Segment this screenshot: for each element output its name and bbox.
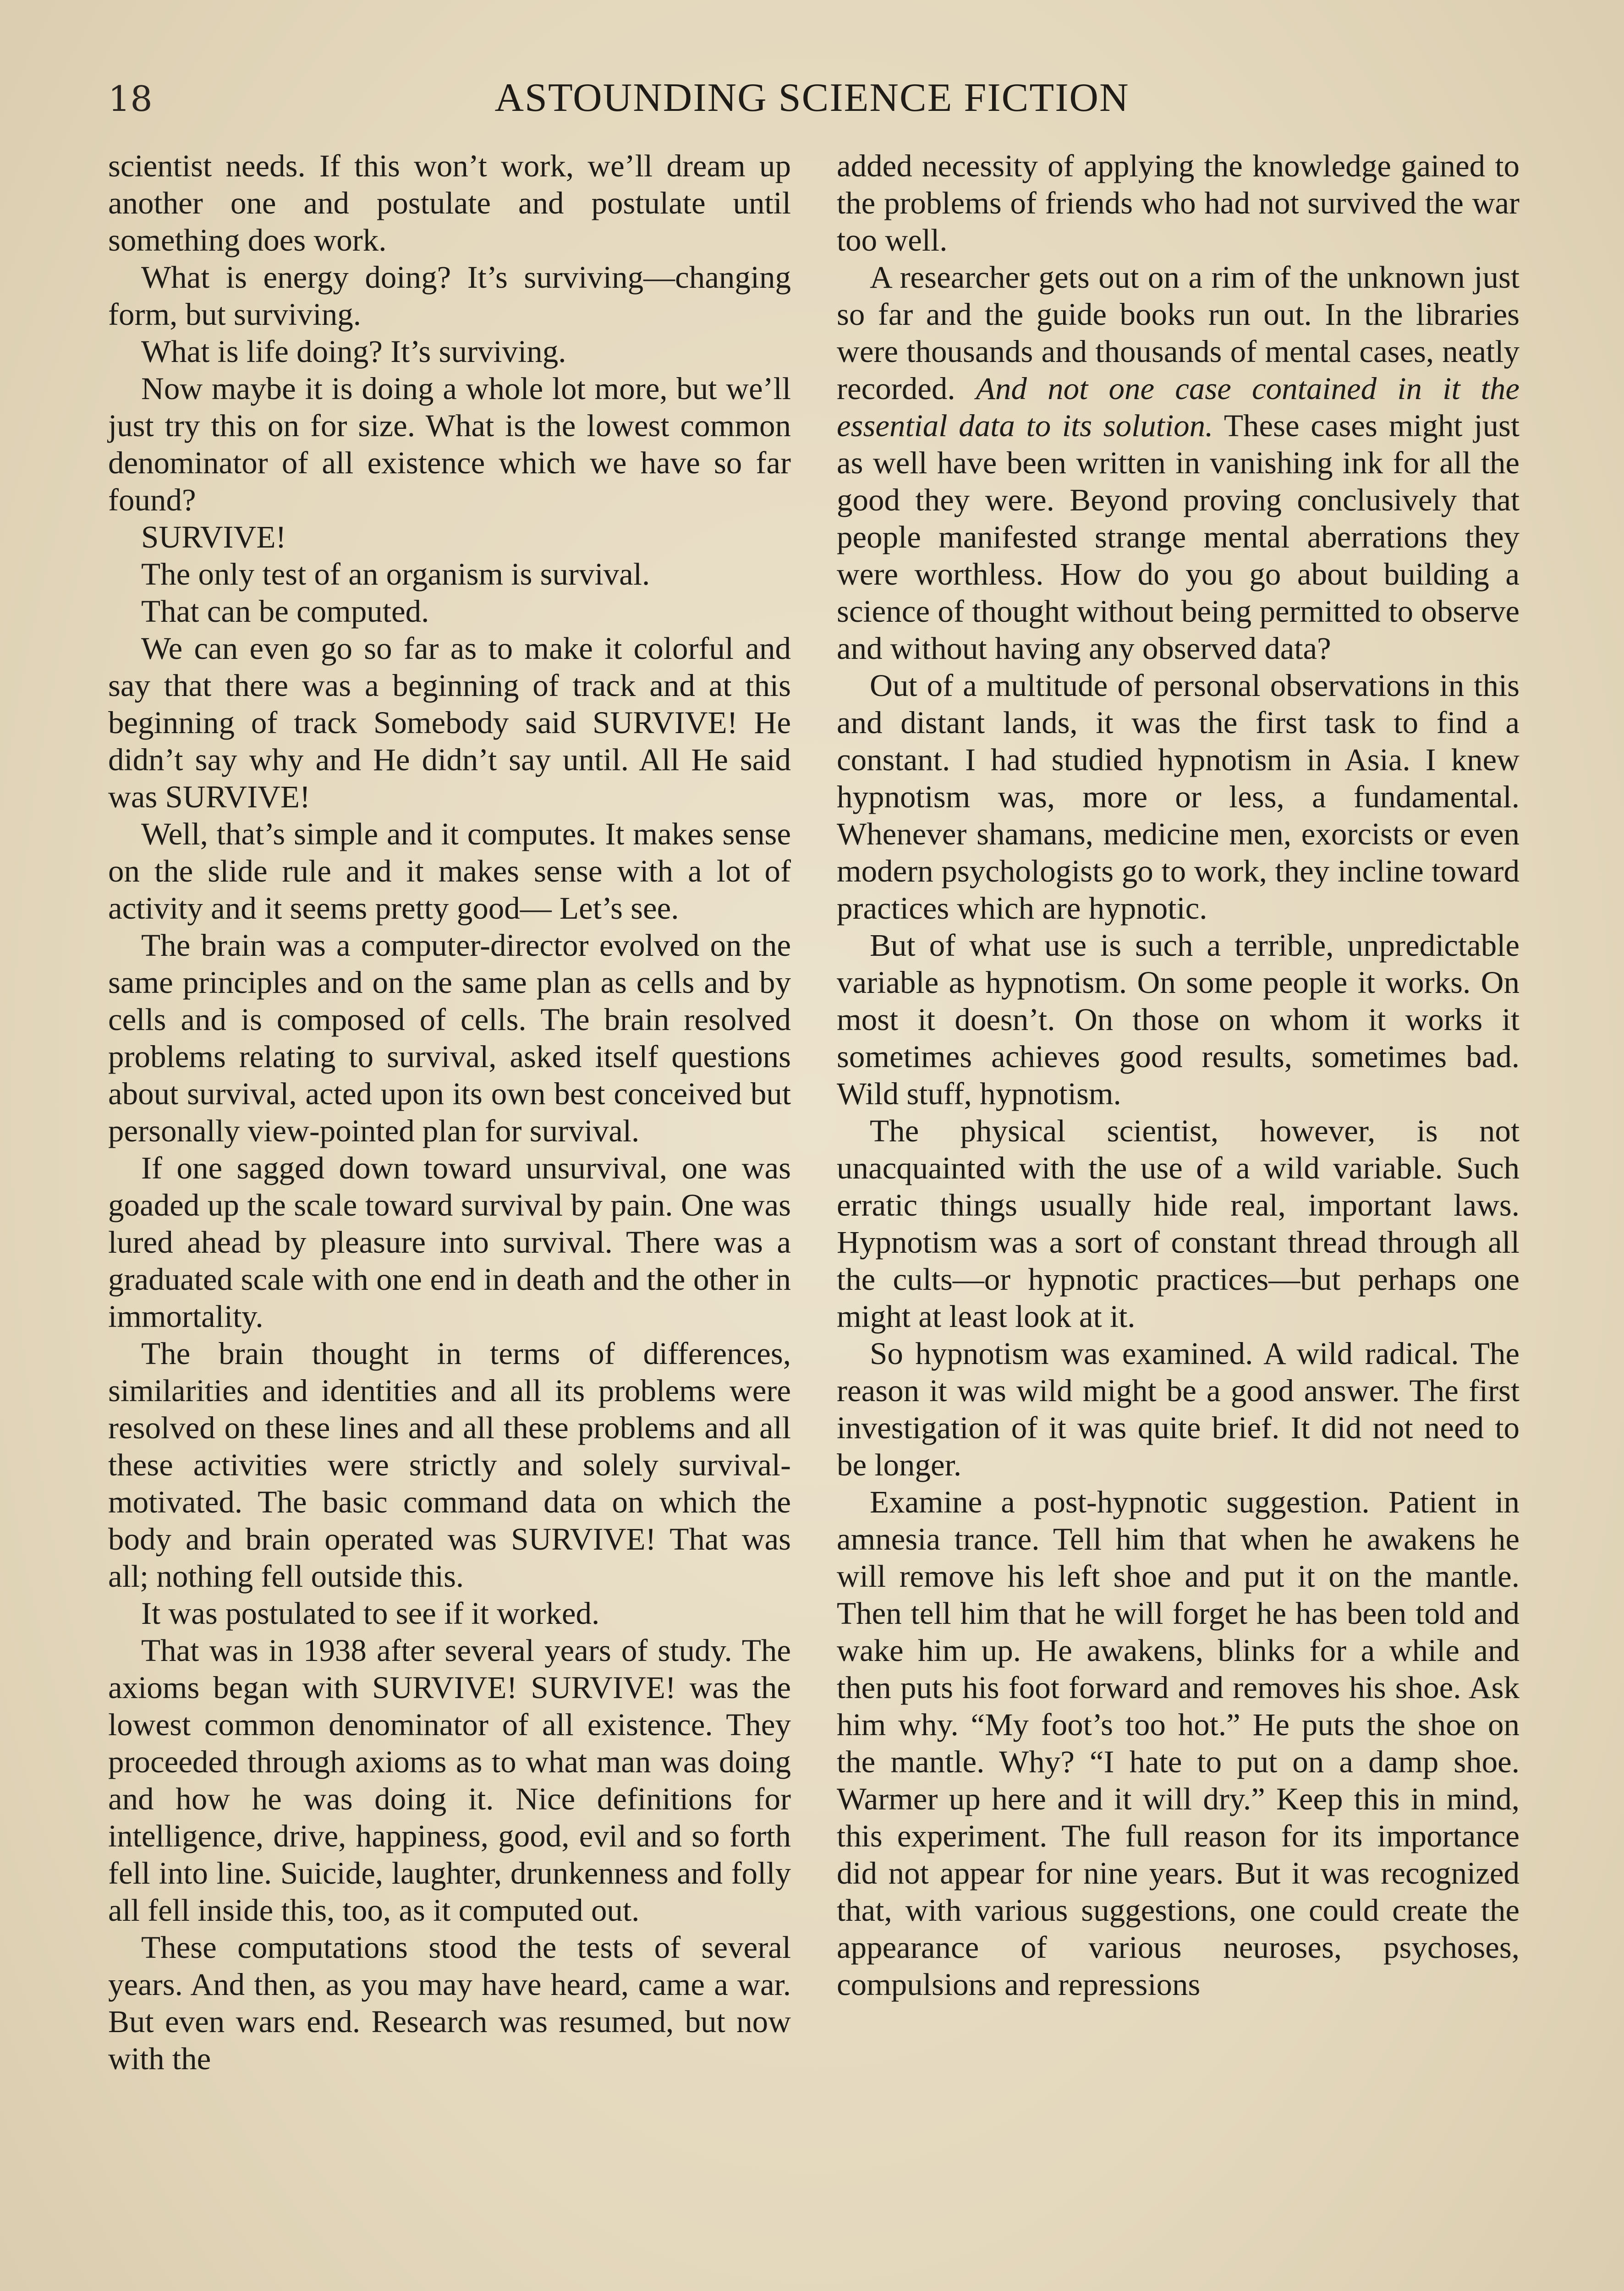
paragraph-text: We can even go so far as to make it colorful and say that there was a beginning of track and at this beginning of track Somebody said SURVIVE! He didn’t say why and He didn’t say until. All He said was SURVIVE! xyxy=(108,631,791,814)
paragraph-text: Out of a multitude of personal observations in this and distant lands, it was the first task to find a constant. I had studied hypnotism in Asia. I knew hypnotism was, more or less, a fundamental. Whenever shamans, medicine men, exorcists or even modern psychologists go to work, they incline toward practices which are hypnotic. xyxy=(837,668,1520,926)
paragraph xyxy=(837,148,1520,259)
paragraph xyxy=(108,333,791,370)
paragraph-text: These cases might just as well have been written in vanishing ink for all the good they were. Beyond proving conclusively that people manifested strange mental aberrations they were worthless. How do you go about building a science of thought without being permitted to observe and without having any observed data? xyxy=(837,408,1520,666)
paragraph-text: It was postulated to see if it worked. xyxy=(141,1596,600,1631)
paragraph xyxy=(108,370,791,519)
paragraph-text: added necessity of applying the knowledge gained to the problems of friends who had not survived the war too well. xyxy=(837,148,1520,258)
paragraph-text: What is energy doing? It’s surviving—changing form, but surviving. xyxy=(108,260,791,332)
running-head: ASTOUNDING SCIENCE FICTION xyxy=(494,76,1130,120)
paragraph-text: These computations stood the tests of several years. And then, as you may have heard, came a war. But even wars end. Research was resumed, but now with the xyxy=(108,1930,791,2076)
paragraph xyxy=(108,1595,791,1632)
paragraph xyxy=(837,259,1520,667)
right-column xyxy=(837,148,1520,2003)
paragraph xyxy=(108,816,791,927)
paragraph xyxy=(108,1929,791,2077)
paragraph xyxy=(108,593,791,630)
paragraph-text: The brain was a computer-director evolved on the same principles and on the same plan as cells and by cells and is composed of cells. The brain resolved problems relating to survival, asked itself questions about survival, acted upon its own best conceived but personally view-pointed plan for survival. xyxy=(108,928,791,1148)
paragraph-text: So hypnotism was examined. A wild radical. The reason it was wild might be a good answer. The first investigation of it was quite brief. It did not need to be longer. xyxy=(837,1336,1520,1482)
paragraph xyxy=(108,519,791,556)
paragraph xyxy=(108,1150,791,1335)
paragraph-text: The only test of an organism is survival. xyxy=(141,557,650,592)
paragraph xyxy=(837,927,1520,1113)
paragraph xyxy=(837,1335,1520,1484)
paragraph-text: That can be computed. xyxy=(141,594,429,629)
page-number: 18 xyxy=(108,78,153,119)
paragraph-text: What is life doing? It’s surviving. xyxy=(141,334,566,369)
paragraph-text: Now maybe it is doing a whole lot more, but we’ll just try this on for size. What is the lowest common denominator of all existence which we have so far found? xyxy=(108,371,791,517)
paragraph-text: Examine a post-hypnotic suggestion. Patient in amnesia trance. Tell him that when he awakens he will remove his left shoe and put it on the mantle. Then tell him that he will forget he has been told and wake him up. He awakens, blinks for a while and then puts his foot forward and removes his shoe. Ask him why. “My foot’s too hot.” He puts the shoe on the mantle. Why? “I hate to put on a damp shoe. Warmer up here and it will dry.” Keep this in mind, this experiment. The full reason for its importance did not appear for nine years. But it was recognized that, with various suggestions, one could create the appearance of various neuroses, psychoses, compulsions and repressions xyxy=(837,1485,1520,2002)
paragraph-text: A researcher gets out on a rim of the unknown just so far and the guide books run out. In the libraries were thousands and thousands of mental cases, neatly recorded. xyxy=(837,260,1520,406)
left-column xyxy=(108,148,791,2077)
paragraph xyxy=(108,259,791,333)
paragraph-text: scientist needs. If this won’t work, we’ll dream up another one and postulate and postulate until something does work. xyxy=(108,148,791,258)
paragraph xyxy=(108,556,791,593)
paragraph xyxy=(108,927,791,1150)
paragraph-text: That was in 1938 after several years of study. The axioms began with SURVIVE! SURVIVE! was the lowest common denominator of all existence. They proceeded through axioms as to what man was doing and how he was doing it. Nice definitions for intelligence, drive, happiness, good, evil and so forth fell into line. Suicide, laughter, drunkenness and folly all fell inside this, too, as it computed out. xyxy=(108,1633,791,1928)
paragraph xyxy=(837,667,1520,927)
paragraph xyxy=(108,1632,791,1929)
paragraph-text: If one sagged down toward unsurvival, one was goaded up the scale toward survival by pain. One was lured ahead by pleasure into survival. There was a graduated scale with one end in death and the other in immortality. xyxy=(108,1151,791,1334)
paragraph xyxy=(837,1113,1520,1335)
paragraph xyxy=(837,1484,1520,2003)
paragraph xyxy=(108,148,791,259)
paragraph-text: Well, that’s simple and it computes. It makes sense on the slide rule and it makes sense with a lot of activity and it seems pretty good— Let’s see. xyxy=(108,817,791,926)
paragraph xyxy=(108,1335,791,1595)
emphasis-text: And not one case contained in it the essential data to its solution. xyxy=(837,371,1520,443)
paragraph-text: The physical scientist, however, is not unacquainted with the use of a wild variable. Such erratic things usually hide real, important laws. Hypnotism was a sort of constant thread through all the cults—or hypnotic practices—but perhaps one might at least look at it. xyxy=(837,1113,1520,1334)
paragraph-text: The brain thought in terms of differences, similarities and identities and all its problems were resolved on these lines and all these problems and all these activities were strictly and solely survival-motivated. The basic command data on which the body and brain operated was SURVIVE! That was all; nothing fell outside this. xyxy=(108,1336,791,1594)
paragraph xyxy=(108,630,791,816)
paragraph-text: But of what use is such a terrible, unpredictable variable as hypnotism. On some people it works. On most it doesn’t. On those on whom it works it sometimes achieves good results, sometimes bad. Wild stuff, hypnotism. xyxy=(837,928,1520,1111)
paragraph-text: SURVIVE! xyxy=(141,520,286,554)
